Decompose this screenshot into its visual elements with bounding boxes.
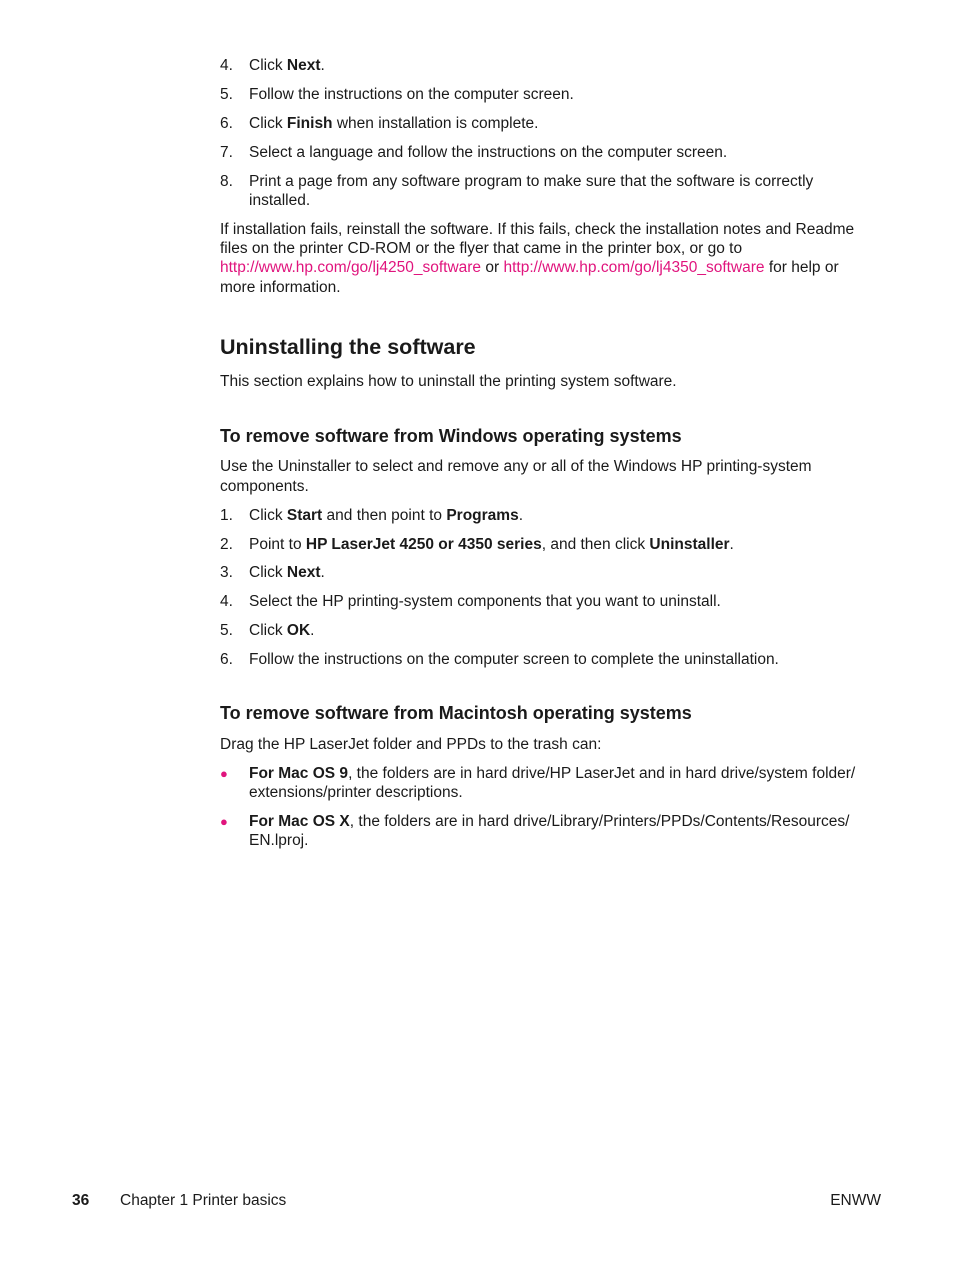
step-number: 2. [220, 536, 233, 553]
windows-step-5: Click OK. [249, 622, 315, 639]
lj4250-software-link[interactable]: http://www.hp.com/go/lj4250_software [220, 259, 482, 276]
step-number: 8. [220, 173, 233, 190]
fail-paragraph-line2: files on the printer CD-ROM or the flyer that came in the printer box, or go to [220, 240, 743, 257]
install-step-7: Select a language and follow the instructions on the computer screen. [249, 144, 728, 161]
step-number: 6. [220, 651, 233, 668]
windows-step-1: Click Start and then point to Programs. [249, 507, 524, 524]
step-number: 4. [220, 57, 233, 74]
windows-intro-line2: components. [220, 478, 309, 495]
mac-os9-line1: For Mac OS 9, the folders are in hard drive/HP LaserJet and in hard drive/system folder/ [249, 765, 856, 782]
mac-intro: Drag the HP LaserJet folder and PPDs to the trash can: [220, 736, 602, 753]
subheading-windows: To remove software from Windows operating systems [220, 426, 682, 446]
fail-paragraph-line1: If installation fails, reinstall the software. If this fails, check the installation notes and Readme [220, 221, 855, 238]
step-number: 5. [220, 622, 233, 639]
mac-osx-line1: For Mac OS X, the folders are in hard drive/Library/Printers/PPDs/Contents/Resources/ [249, 813, 850, 830]
step-number: 6. [220, 115, 233, 132]
install-step-8-line2: installed. [249, 192, 311, 209]
bullet-icon: ● [220, 814, 228, 829]
step-number: 4. [220, 593, 233, 610]
install-step-5: Follow the instructions on the computer screen. [249, 86, 574, 103]
step-number: 7. [220, 144, 233, 161]
mac-osx-line2: EN.lproj. [249, 832, 309, 849]
windows-step-6: Follow the instructions on the computer screen to complete the uninstallation. [249, 651, 779, 668]
step-number: 3. [220, 564, 233, 581]
fail-paragraph-line3: http://www.hp.com/go/lj4250_software or http://www.hp.com/go/lj4350_software for help or [220, 259, 839, 276]
uninstall-intro: This section explains how to uninstall the printing system software. [220, 373, 677, 390]
subheading-macintosh: To remove software from Macintosh operating systems [220, 703, 692, 723]
step-number: 1. [220, 507, 233, 524]
fail-paragraph-line4: more information. [220, 279, 341, 296]
page-number: 36 [72, 1192, 90, 1209]
lj4350-software-link[interactable]: http://www.hp.com/go/lj4350_software [503, 259, 765, 276]
windows-intro-line1: Use the Uninstaller to select and remove any or all of the Windows HP printing-system [220, 458, 812, 475]
install-step-6: Click Finish when installation is complete. [249, 115, 539, 132]
footer-enww: ENWW [830, 1192, 881, 1209]
install-step-8-line1: Print a page from any software program to make sure that the software is correctly [249, 173, 814, 190]
bullet-icon: ● [220, 766, 228, 781]
windows-step-4: Select the HP printing-system components that you want to uninstall. [249, 593, 721, 610]
step-number: 5. [220, 86, 233, 103]
windows-step-2: Point to HP LaserJet 4250 or 4350 series, and then click Uninstaller. [249, 536, 734, 553]
chapter-label: Chapter 1 Printer basics [120, 1192, 287, 1209]
mac-os9-line2: extensions/printer descriptions. [249, 784, 463, 801]
section-heading-uninstall: Uninstalling the software [220, 335, 476, 359]
windows-step-3: Click Next. [249, 564, 325, 581]
install-step-4: Click Next. [249, 57, 325, 74]
